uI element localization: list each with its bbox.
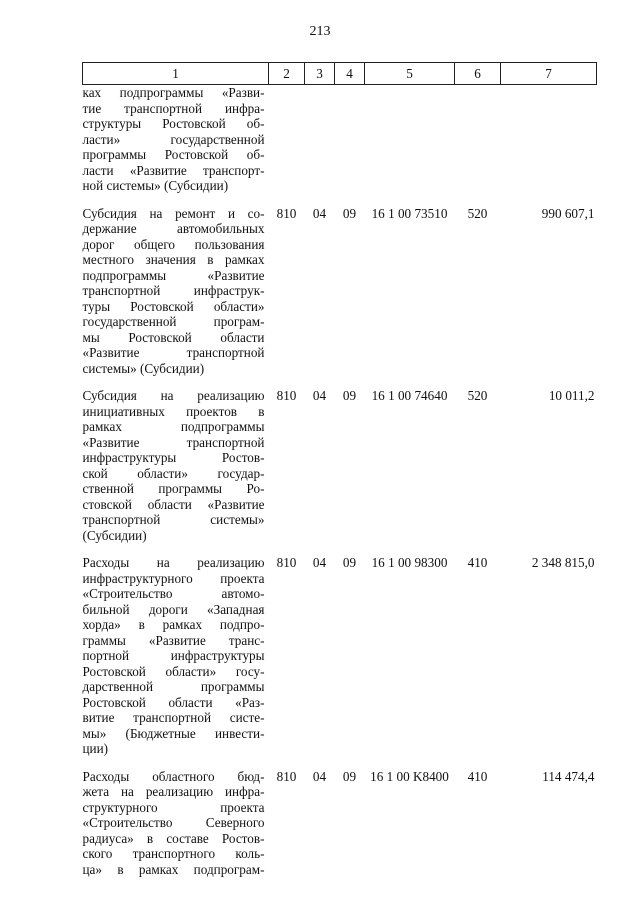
target-article-code: 16 1 00 K8400 [370,768,449,784]
expense-type-code: 410 [467,555,488,570]
column-header-type: 6 [455,63,501,85]
expense-description [83,388,269,543]
description-line: «Развитие транспортной [82,345,265,360]
ministry-code: 810 [276,205,297,221]
row-spacer [83,376,597,388]
table-row [83,555,597,757]
description-line: Субсидия на ремонт и со- [82,205,265,221]
description-line: жета на реализацию инфра- [82,784,265,799]
description-line: ца» в рамках подпрограм- [82,861,265,877]
description-line: радиуса» в составе Ростов- [82,830,265,846]
subsection-code: 09 [342,768,357,784]
description-line: ласти «Развитие транспорт- [82,162,265,178]
subsection-code: 09 [342,555,357,570]
description-line: инфраструктурного проекта [82,570,265,586]
ministry-code [269,85,305,194]
description-line: «Строительство автомо- [82,586,265,601]
description-line: стовской области «Развитие [82,496,265,512]
column-header-ministry: 2 [269,63,305,85]
table-row [83,85,597,194]
column-header-section: 3 [305,63,335,85]
column-header-amount: 7 [501,63,597,85]
description-line: Субсидия на реализацию [82,388,265,403]
column-header-subsection: 4 [335,63,365,85]
description-line: дорог общего пользования [82,236,265,252]
description-line: программы Ростовской об- [82,147,265,162]
target-article-code: 16 1 00 74640 [371,388,448,403]
section-code: 04 [312,768,327,784]
description-line: витие транспортной систе- [82,710,265,725]
expense-description [83,206,269,377]
target-article-code: 16 1 00 98300 [371,555,448,570]
description-line: ственной программы Ро- [82,481,265,496]
description-line: граммы «Развитие транс- [82,632,265,648]
description-line: инфраструктуры Ростов- [82,450,265,465]
description-line: ласти» государственной [82,131,265,147]
ministry-code: 810 [276,388,297,403]
ministry-code: 810 [276,768,297,784]
column-header-description: 1 [83,63,269,85]
section-code: 04 [312,388,327,403]
description-line: транспортной системы» [82,512,265,527]
description-line: бильной дороги «Западная [82,601,265,617]
description-line: системы» (Субсидии) [82,360,205,376]
row-spacer [83,543,597,555]
description-line: Ростовской области «Раз- [82,694,265,710]
expense-type-code [455,85,501,194]
description-line: Расходы областного бюд- [82,768,265,784]
expense-type-code: 520 [467,205,488,221]
description-line: держание автомобильных [82,221,265,236]
description-line: Расходы на реализацию [82,555,265,570]
table-row [83,206,597,377]
description-line: подпрограммы «Развитие [82,267,265,283]
expense-type-code: 410 [467,768,488,784]
amount: 114 474,4 [542,768,595,784]
description-line: структурного проекта [82,799,265,815]
amount: 990 607,1 [541,205,595,221]
description-line: государственной програм- [82,314,265,329]
page-number: 213 [309,24,331,39]
expense-description [83,769,269,878]
description-line: структуры Ростовской об- [82,116,265,131]
description-line: хорда» в рамках подпро- [82,617,265,632]
description-line: тие транспортной инфра- [82,100,265,116]
table-body [83,85,597,878]
description-line: дарственной программы [82,679,265,694]
description-line: «Строительство Северного [82,815,265,830]
table-row [83,769,597,878]
expense-description [83,85,269,194]
description-line: ной системы» (Субсидии) [82,178,229,193]
description-line: инициативных проектов в [82,403,265,419]
description-line: ского транспортного коль- [82,846,265,861]
description-line: ской области» государ- [82,465,265,481]
description-line: местного значения в рамках [82,252,265,267]
row-spacer [83,194,597,206]
amount [501,85,597,194]
subsection-code: 09 [342,205,357,221]
description-line: ках подпрограммы «Разви- [82,85,265,100]
column-header-target: 5 [365,63,455,85]
subsection-code: 09 [342,388,357,403]
target-article-code [365,85,455,194]
description-line: мы Ростовской области [82,329,265,345]
section-code [305,85,335,194]
description-line: транспортной инфраструк- [82,283,265,298]
section-code: 04 [312,205,327,221]
description-line: Ростовской области» госу- [82,663,265,679]
row-spacer [83,757,597,769]
amount: 10 011,2 [548,388,595,403]
description-line: рамках подпрограммы [82,419,265,434]
description-line: туры Ростовской области» [82,298,265,314]
amount: 2 348 815,0 [531,555,595,570]
expense-description [83,555,269,757]
description-line: ции) [82,741,109,756]
description-line: (Субсидии) [82,527,147,543]
section-code: 04 [312,555,327,570]
ministry-code: 810 [276,555,297,570]
subsection-code [335,85,365,194]
table-row [83,388,597,543]
expense-type-code: 520 [467,388,488,403]
description-line: портной инфраструктуры [82,648,265,663]
description-line: «Развитие транспортной [82,434,265,450]
description-line: мы» (Бюджетные инвести- [82,725,265,741]
table-header-row [83,63,597,85]
budget-table [82,62,597,877]
target-article-code: 16 1 00 73510 [371,205,448,221]
